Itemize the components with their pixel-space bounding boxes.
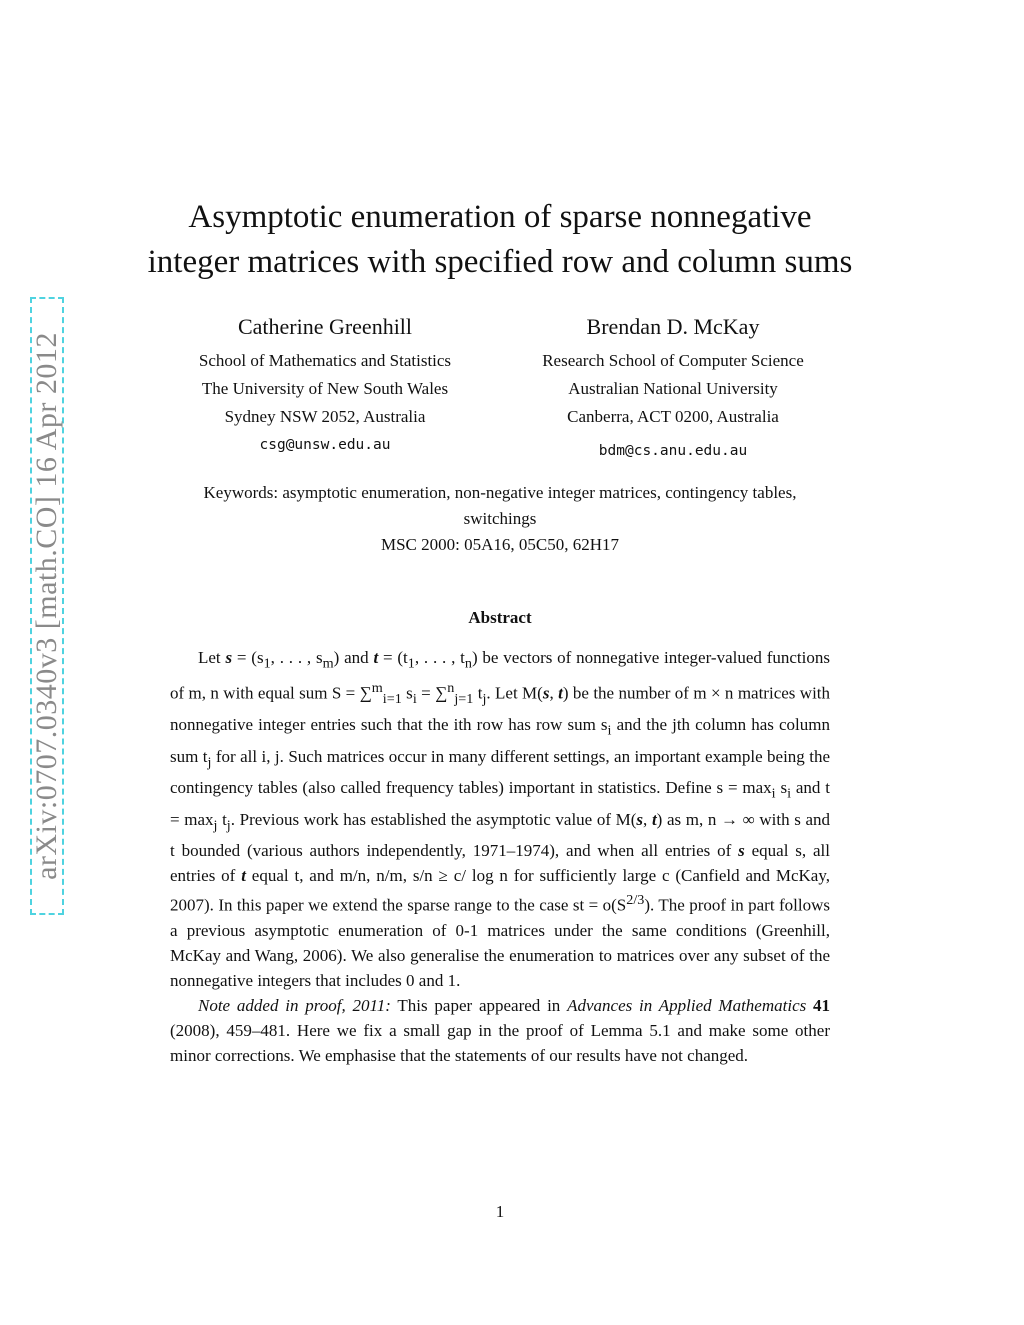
keywords-block [140,480,860,558]
affiliation-line: School of Mathematics and Statistics [198,351,452,370]
title-line-1: Asymptotic enumeration of sparse nonnegative [188,199,812,235]
affiliation-line: Sydney NSW 2052, Australia [224,407,426,426]
author-name: Catherine Greenhill [237,314,413,339]
abstract-paragraph-2: Note added in proof, 2011: This paper appeared in Advances in Applied Mathematics 41 (2008), 459–481. Here we fix a small gap in the proof of Lemma 5.1 and make some other minor corrections. We emphasise that the statements of our results have not changed. [170,995,831,1065]
keywords-line-1: Keywords: asymptotic enumeration, non-negative integer matrices, contingency tables, [203,483,797,502]
keywords-line-2: switchings [463,509,537,528]
paper-title [110,195,890,285]
arxiv-sidebar-stamp [30,297,64,915]
arxiv-identifier: arXiv:0707.0340v3 [math.CO] 16 Apr 2012 [30,332,63,880]
abstract-paragraph-1: Let $s = (s_1$, . . . , $s_m$) and $t = (t_1$, . . . , $t_n$) be vectors of nonnegative integer-valued functions of m, n with equal sum S = ∑$^m_{i=1}$ $s_i = \sum^n_{j=1}$ $t_j$. Let M(s, t) be the number of m × n matrices with nonnegative integer entries such that the ith row has row sum $s_i$ and the jth column has column sum $t_j$ for all i, j. Such matrices occur in many different settings, an important example being the contingency tables (also called frequency tables) important in statistics. Define $s = \max_i s_i$ and $t = \max_j t_j$. Previous work has established the asymptotic value of M(s, t) as m, n → ∞ with s and t bounded (various authors independently, 1971–1974), and when all entries of s equal s, all entries of t equal t, and m/n, n/m, s/n ≥ c/ log n for sufficiently large c (Canfield and McKay, 2007). In this paper we extend the sparse range to the case st = $o(S^{2/3})$. The proof in part follows a previous asymptotic enumeration of 0-1 matrices under the same conditions (Greenhill, McKay and Wang, 2006). We also generalise the enumeration to matrices over any subset of the nonnegative integers that includes 0 and 1. [170,648,831,990]
msc-classification: MSC 2000: 05A16, 05C50, 62H17 [380,535,620,554]
affiliation-line: Canberra, ACT 0200, Australia [567,407,779,426]
author-email: bdm@cs.anu.edu.au [598,443,748,459]
affiliation-line: Research School of Computer Science [542,351,804,370]
title-line-2: integer matrices with specified row and column sums [147,244,853,280]
abstract-heading: Abstract [468,608,532,627]
affiliation-line: Australian National University [568,379,778,398]
affiliation-line: The University of New South Wales [201,379,449,398]
page-number: 1 [495,1202,505,1221]
author-email: csg@unsw.edu.au [259,437,391,453]
author-block-mckay [508,313,838,465]
author-block-greenhill [160,313,490,459]
author-name: Brendan D. McKay [586,314,760,339]
abstract-body [170,645,830,1068]
